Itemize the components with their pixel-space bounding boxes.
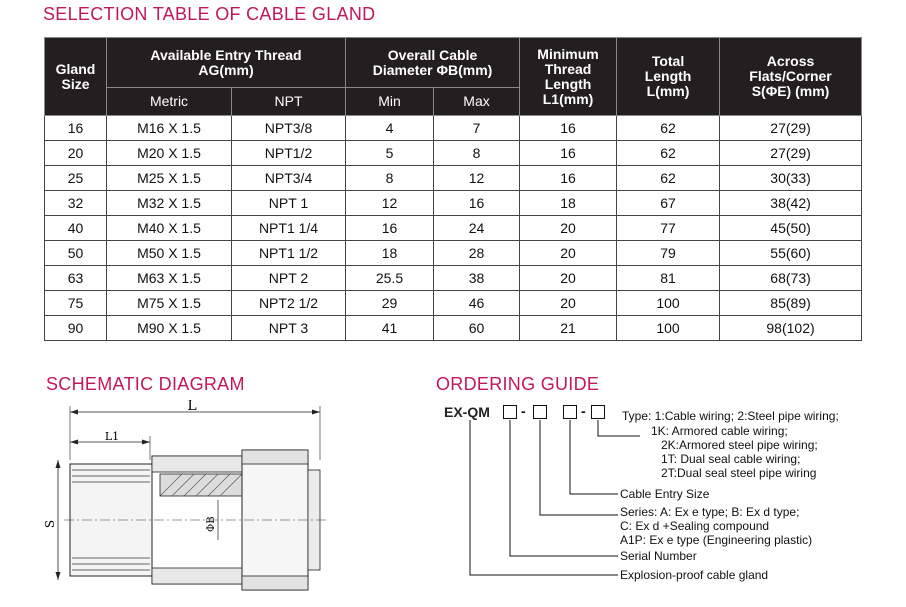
product-code: EX-QM (444, 404, 490, 420)
label-S: S (43, 519, 57, 529)
header-total-length: Total Length L(mm) (617, 38, 720, 116)
cell-length: 100 (617, 291, 720, 316)
header-across-flats: Across Flats/Corner S(ΦE) (mm) (720, 38, 862, 116)
type-line-2: 1K: Armored cable wiring; (651, 424, 788, 438)
cell-flats: 68(73) (720, 266, 862, 291)
cell-max: 60 (434, 316, 520, 341)
cell-length: 62 (617, 141, 720, 166)
cell-metric: M50 X 1.5 (107, 241, 232, 266)
cell-npt: NPT3/8 (232, 116, 346, 141)
cell-length: 62 (617, 166, 720, 191)
header-gland-size: Gland Size (45, 38, 107, 116)
cell-npt: NPT 3 (232, 316, 346, 341)
cell-size: 90 (45, 316, 107, 341)
cell-flats: 27(29) (720, 141, 862, 166)
cell-npt: NPT3/4 (232, 166, 346, 191)
cell-size: 50 (45, 241, 107, 266)
cell-size: 25 (45, 166, 107, 191)
cell-max: 12 (434, 166, 520, 191)
cell-npt: NPT1 1/4 (232, 216, 346, 241)
cell-min: 12 (346, 191, 434, 216)
cell-size: 16 (45, 116, 107, 141)
label-phiB: ΦB (206, 516, 217, 532)
header-min: Min (346, 88, 434, 116)
cell-flats: 45(50) (720, 216, 862, 241)
header-entry-thread: Available Entry Thread AG(mm) (107, 38, 346, 88)
cell-max: 16 (434, 191, 520, 216)
cell-min: 8 (346, 166, 434, 191)
cell-size: 32 (45, 191, 107, 216)
cell-metric: M75 X 1.5 (107, 291, 232, 316)
cell-max: 7 (434, 116, 520, 141)
cell-size: 40 (45, 216, 107, 241)
type-line-1: Type: 1:Cable wiring; 2:Steel pipe wiring; (622, 409, 839, 423)
cell-npt: NPT 1 (232, 191, 346, 216)
cell-size: 75 (45, 291, 107, 316)
cell-length: 67 (617, 191, 720, 216)
cell-min: 5 (346, 141, 434, 166)
cell-flats: 38(42) (720, 191, 862, 216)
cell-min: 18 (346, 241, 434, 266)
type-line-4: 1T: Dual seal cable wiring; (661, 452, 801, 466)
cell-min: 25.5 (346, 266, 434, 291)
cell-metric: M16 X 1.5 (107, 116, 232, 141)
cell-thread: 16 (520, 166, 617, 191)
cell-min: 29 (346, 291, 434, 316)
cell-min: 41 (346, 316, 434, 341)
cell-length: 62 (617, 116, 720, 141)
header-cable-diameter: Overall Cable Diameter ΦB(mm) (346, 38, 520, 88)
cell-thread: 20 (520, 216, 617, 241)
cell-npt: NPT1 1/2 (232, 241, 346, 266)
cell-length: 77 (617, 216, 720, 241)
series-line-1: Series: A: Ex e type; B: Ex d type; (620, 505, 800, 519)
cell-flats: 55(60) (720, 241, 862, 266)
cell-metric: M20 X 1.5 (107, 141, 232, 166)
cell-flats: 27(29) (720, 116, 862, 141)
cell-metric: M32 X 1.5 (107, 191, 232, 216)
cell-metric: M40 X 1.5 (107, 216, 232, 241)
series-line-3: A1P: Ex e type (Engineering plastic) (620, 533, 813, 547)
cell-flats: 85(89) (720, 291, 862, 316)
header-max: Max (434, 88, 520, 116)
cell-size: 63 (45, 266, 107, 291)
cell-npt: NPT 2 (232, 266, 346, 291)
code-separator-1: - (521, 403, 526, 419)
cell-length: 79 (617, 241, 720, 266)
cell-thread: 18 (520, 191, 617, 216)
header-min-thread: Minimum Thread Length L1(mm) (520, 38, 617, 116)
cell-thread: 16 (520, 141, 617, 166)
cell-metric: M63 X 1.5 (107, 266, 232, 291)
cell-npt: NPT2 1/2 (232, 291, 346, 316)
serial-number-label: Serial Number (620, 549, 697, 563)
type-line-3: 2K:Armored steel pipe wiring; (661, 438, 818, 452)
cell-size: 20 (45, 141, 107, 166)
cell-thread: 20 (520, 241, 617, 266)
code-separator-2: - (581, 403, 586, 419)
schematic-title: SCHEMATIC DIAGRAM (46, 374, 245, 394)
label-L1: L1 (104, 430, 120, 443)
cell-flats: 98(102) (720, 316, 862, 341)
header-npt: NPT (232, 88, 346, 116)
product-label: Explosion-proof cable gland (620, 568, 769, 582)
ordering-guide-title: ORDERING GUIDE (436, 374, 600, 394)
cell-length: 100 (617, 316, 720, 341)
cell-thread: 20 (520, 291, 617, 316)
cell-flats: 30(33) (720, 166, 862, 191)
cell-thread: 21 (520, 316, 617, 341)
cell-metric: M90 X 1.5 (107, 316, 232, 341)
cell-min: 16 (346, 216, 434, 241)
entry-size-label: Cable Entry Size (620, 487, 710, 501)
cell-length: 81 (617, 266, 720, 291)
label-L: L (187, 400, 197, 414)
header-metric: Metric (107, 88, 232, 116)
series-line-2: C: Ex d +Sealing compound (620, 519, 770, 533)
cell-max: 8 (434, 141, 520, 166)
cell-max: 28 (434, 241, 520, 266)
cell-npt: NPT1/2 (232, 141, 346, 166)
type-line-5: 2T:Dual seal steel pipe wiring (661, 466, 817, 480)
cell-thread: 16 (520, 116, 617, 141)
cell-max: 24 (434, 216, 520, 241)
cell-max: 46 (434, 291, 520, 316)
cell-metric: M25 X 1.5 (107, 166, 232, 191)
selection-table-title: SELECTION TABLE OF CABLE GLAND (43, 4, 376, 24)
cell-min: 4 (346, 116, 434, 141)
cell-max: 38 (434, 266, 520, 291)
cell-thread: 20 (520, 266, 617, 291)
